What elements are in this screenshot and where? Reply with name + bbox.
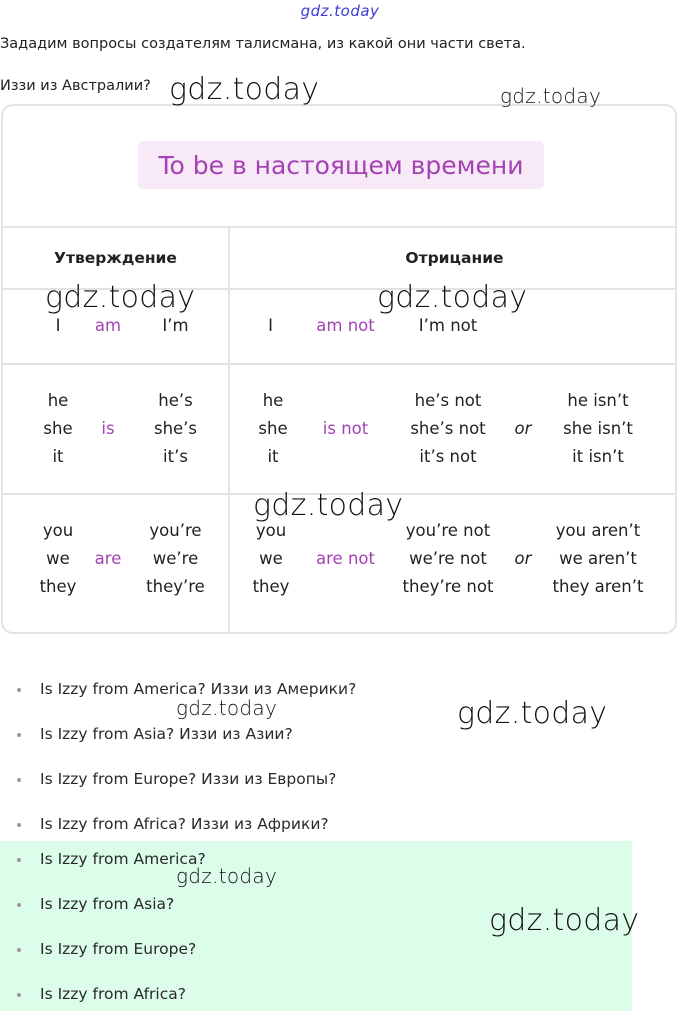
cell-neg-short: I’m not [418,316,478,335]
or-label: or [514,419,532,438]
cell-neg-pronoun: he she it [258,391,288,466]
bullet [17,948,21,952]
cell-aff-short: he’s she’s it’s [153,391,198,466]
cell-neg-short: you’re not we’re not they’re not [402,521,494,596]
divider [3,226,675,228]
bullet [17,858,21,862]
cell-neg-verb: is not [322,419,369,438]
watermark: gdz.today [457,696,608,731]
cell-aff-verb: are [94,549,122,568]
list-item: Is Izzy from America? Иззи из Америки? [40,680,357,698]
cell-aff-short: you’re we’re they’re [146,521,205,596]
cell-neg-verb: am not [316,316,375,335]
watermark: gdz.today [176,864,278,888]
divider [3,363,675,365]
watermark: gdz.today [169,72,320,107]
cell-neg-alt: he isn’t she isn’t it isn’t [563,391,633,466]
cell-neg-verb: are not [316,549,375,568]
cell-neg-short: he’s not she’s not it’s not [410,391,486,466]
cell-aff-short: I’m [162,316,189,335]
answer-item: Is Izzy from Africa? [40,985,186,1003]
cell-neg-alt: you aren’t we aren’t they aren’t [552,521,644,596]
cell-aff-verb: is [101,419,115,438]
header-negative: Отрицание [405,249,504,267]
bullet [17,903,21,907]
table-title: To be в настоящем времени [138,141,544,189]
to-be-table [1,104,677,634]
watermark: gdz.today [45,280,196,315]
watermark: gdz.today [500,84,602,108]
list-item: Is Izzy from Asia? Иззи из Азии? [40,725,293,743]
question-australia: Иззи из Австралии? [0,78,151,94]
watermark: gdz.today [377,280,528,315]
bullet [17,778,21,782]
answer-item: Is Izzy from Europe? [40,940,197,958]
answer-item: Is Izzy from America? [40,850,206,868]
list-item: Is Izzy from Europe? Иззи из Европы? [40,770,337,788]
cell-neg-pronoun: you we they [252,521,290,596]
site-logo[interactable]: gdz.today [300,2,380,20]
bullet [17,993,21,997]
answer-item: Is Izzy from Asia? [40,895,175,913]
cell-aff-pronoun: you we they [39,521,77,596]
watermark: gdz.today [253,488,404,523]
or-label: or [514,549,532,568]
cell-aff-pronoun: I [55,316,61,335]
list-item: Is Izzy from Africa? Иззи из Африки? [40,815,329,833]
bullet [17,688,21,692]
watermark: gdz.today [176,696,278,720]
cell-neg-pronoun: I [268,316,273,335]
cell-aff-verb: am [94,316,122,335]
cell-aff-pronoun: he she it [43,391,73,466]
watermark: gdz.today [489,903,640,938]
bullet [17,823,21,827]
bullet [17,733,21,737]
intro-text: Зададим вопросы создателям талисмана, из какой они части света. [0,36,526,52]
header-affirmative: Утверждение [54,249,177,267]
